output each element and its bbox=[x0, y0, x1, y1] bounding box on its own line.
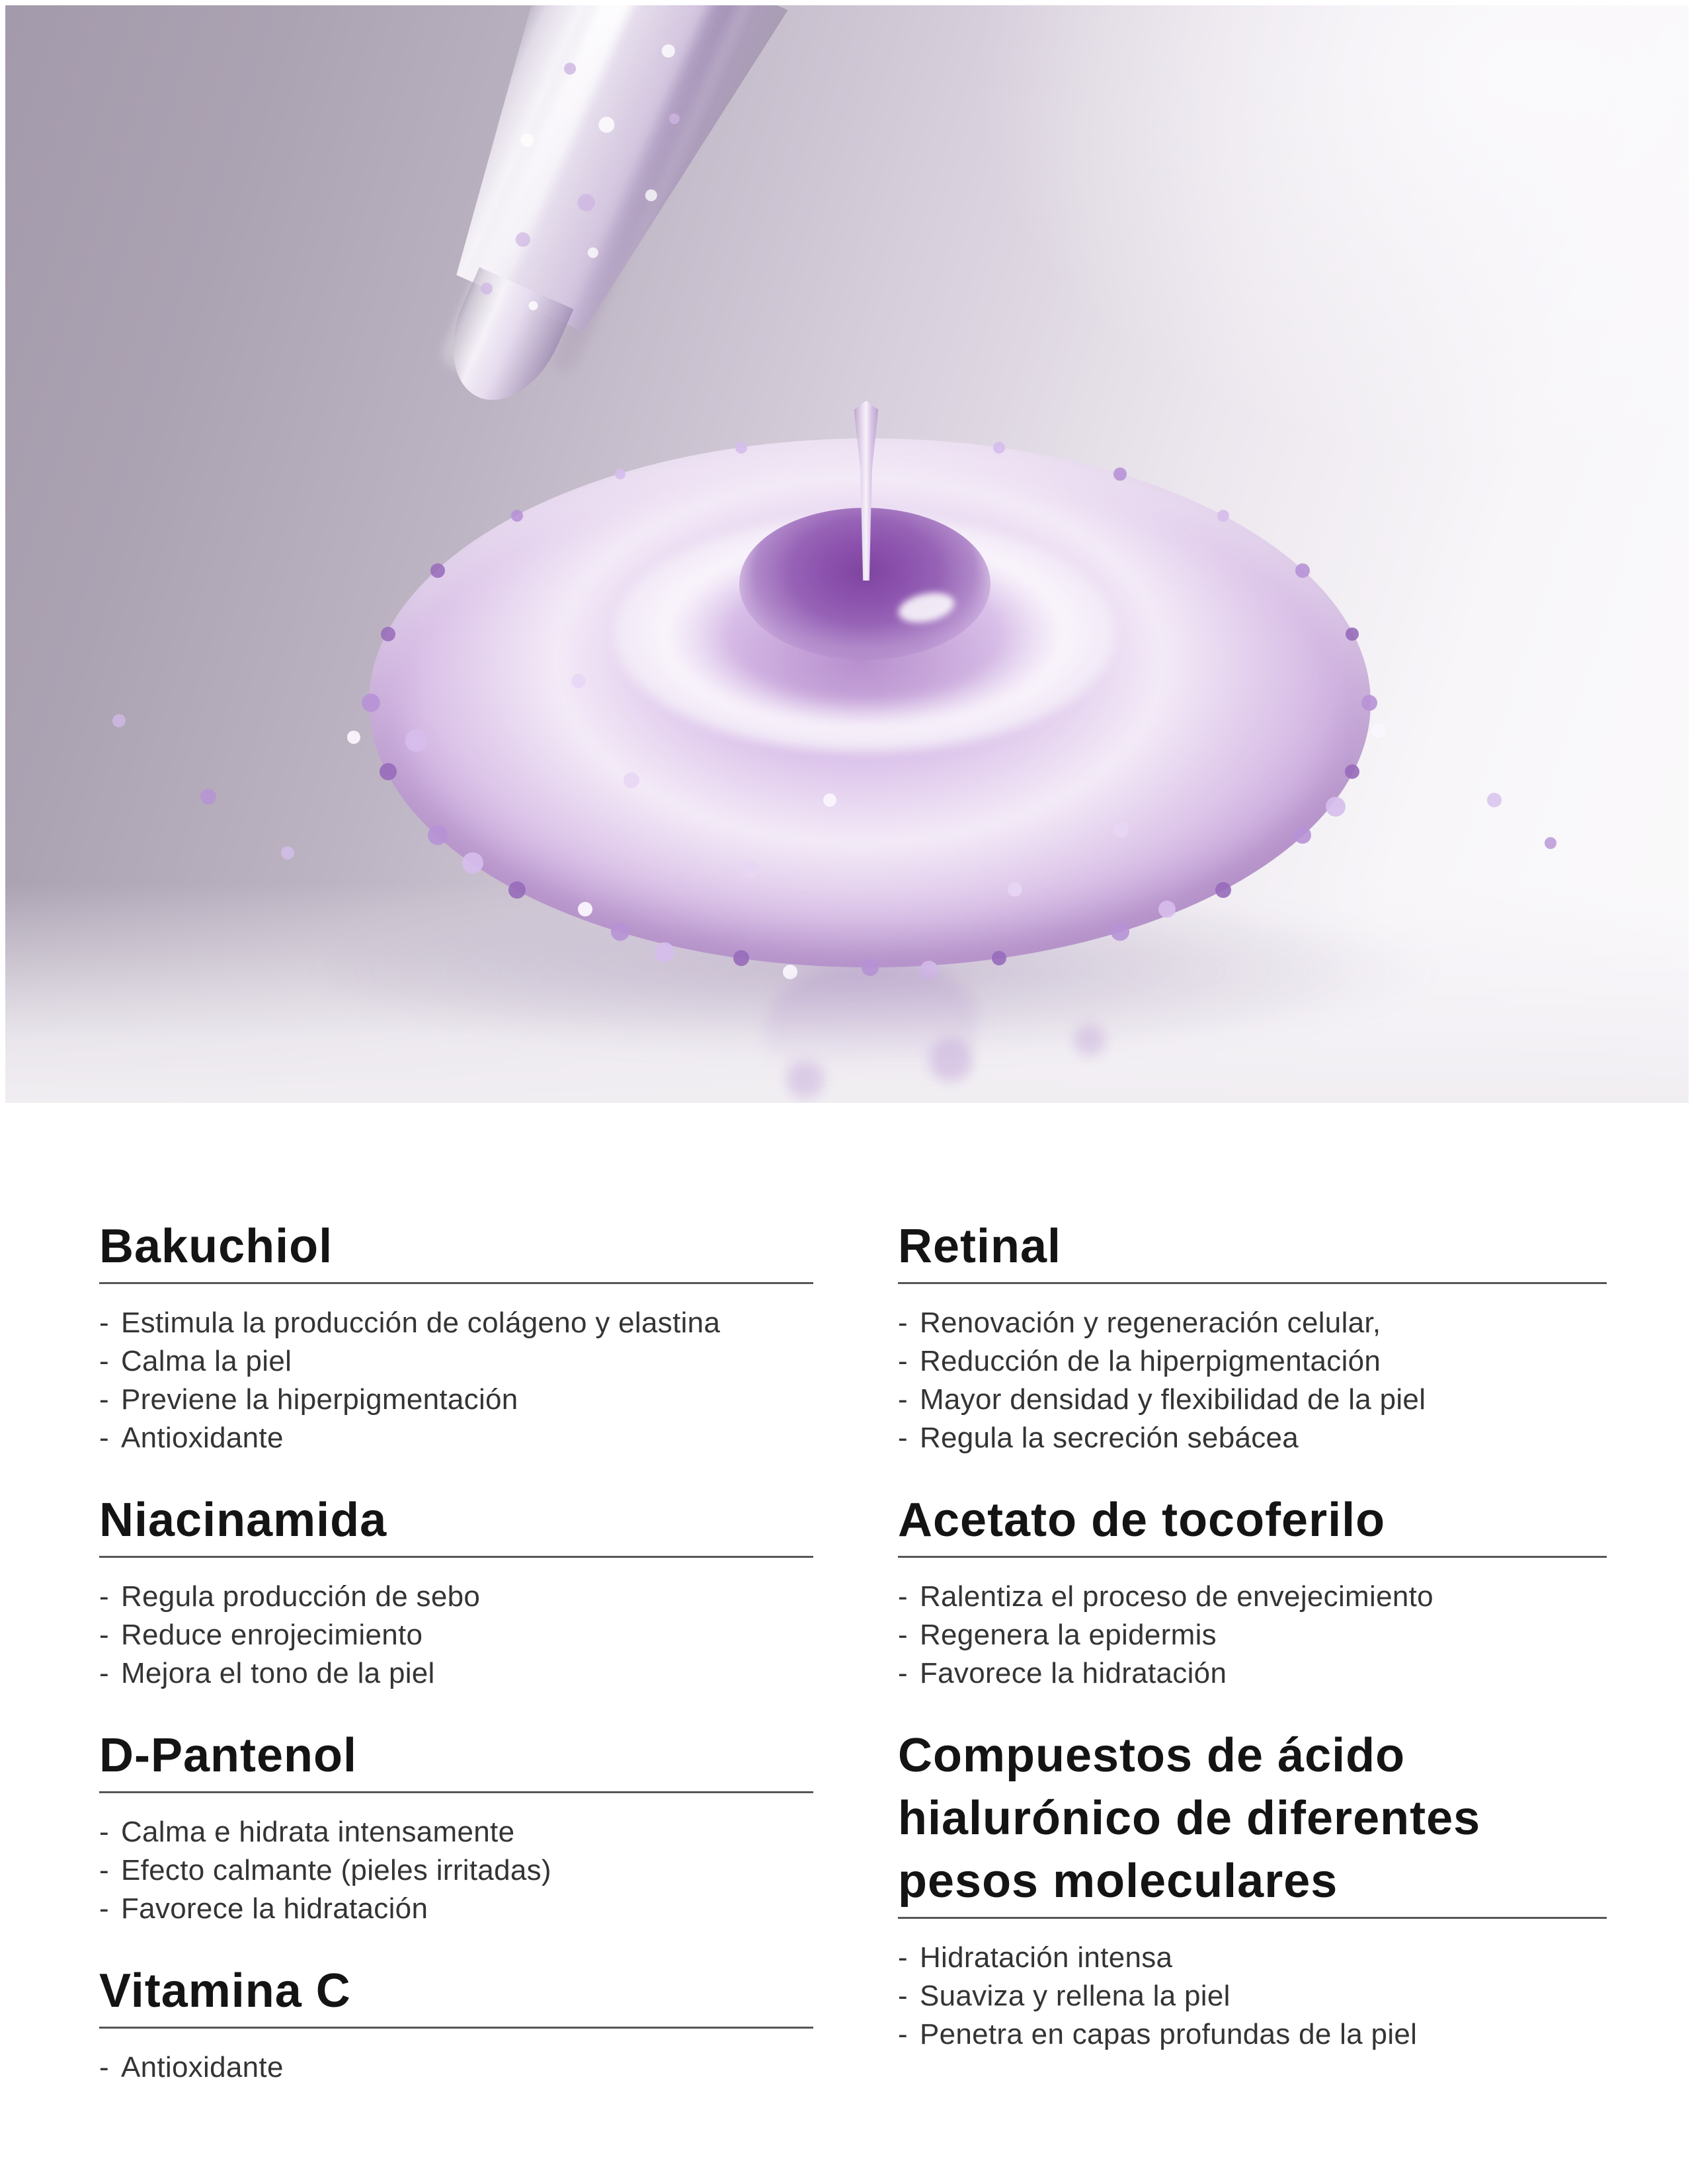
bullet-dash: - bbox=[99, 1422, 109, 1454]
hero-photo bbox=[5, 5, 1689, 1103]
benefit-text: Renovación y regeneración celular, bbox=[919, 1307, 1381, 1339]
bullet-dash: - bbox=[99, 2051, 109, 2083]
benefit-text: Reduce enrojecimiento bbox=[120, 1619, 423, 1651]
ingredient-section bbox=[99, 1215, 813, 1457]
benefit-item bbox=[898, 1654, 1607, 1693]
benefit-item bbox=[898, 1381, 1607, 1419]
bullet-dash: - bbox=[898, 1619, 908, 1651]
bullet-dash: - bbox=[99, 1854, 109, 1886]
ingredient-section bbox=[99, 1489, 813, 1693]
ingredients-column-right bbox=[898, 1215, 1607, 2119]
benefit-text: Reducción de la hiperpigmentación bbox=[919, 1345, 1381, 1377]
benefit-text: Regula producción de sebo bbox=[120, 1580, 481, 1613]
benefit-item bbox=[898, 1342, 1607, 1381]
benefit-item bbox=[898, 2015, 1607, 2054]
benefit-text: Penetra en capas profundas de la piel bbox=[919, 2018, 1418, 2050]
ingredient-heading: Bakuchiol bbox=[99, 1215, 813, 1284]
benefit-item bbox=[99, 1304, 813, 1342]
benefit-list bbox=[99, 1304, 813, 1457]
benefit-item bbox=[99, 1616, 813, 1654]
benefit-item bbox=[898, 1616, 1607, 1654]
benefit-item bbox=[898, 1419, 1607, 1457]
bullet-dash: - bbox=[99, 1345, 109, 1377]
ingredient-heading: Retinal bbox=[898, 1215, 1607, 1284]
bullet-dash: - bbox=[99, 1580, 109, 1613]
ingredient-heading: Compuestos de ácido hialurónico de diferentes pesos moleculares bbox=[898, 1724, 1607, 1919]
bullet-dash: - bbox=[898, 1657, 908, 1689]
benefit-text: Previene la hiperpigmentación bbox=[120, 1383, 518, 1416]
benefit-text: Favorece la hidratación bbox=[919, 1657, 1227, 1689]
bullet-dash: - bbox=[898, 1580, 908, 1613]
benefit-item bbox=[99, 1419, 813, 1457]
ingredient-heading: D-Pantenol bbox=[99, 1724, 813, 1793]
benefit-item bbox=[898, 1939, 1607, 1977]
benefit-text: Suaviza y rellena la piel bbox=[919, 1980, 1230, 2012]
benefit-item bbox=[99, 1578, 813, 1616]
benefit-text: Antioxidante bbox=[120, 1422, 284, 1454]
bullet-dash: - bbox=[99, 1657, 109, 1689]
ingredients-column-left bbox=[99, 1215, 813, 2119]
benefit-text: Estimula la producción de colágeno y elastina bbox=[120, 1307, 721, 1339]
benefit-item bbox=[99, 1654, 813, 1693]
bullet-dash: - bbox=[99, 1892, 109, 1925]
benefit-item bbox=[99, 2048, 813, 2087]
benefit-text: Efecto calmante (pieles irritadas) bbox=[120, 1854, 551, 1886]
benefit-item bbox=[99, 1851, 813, 1890]
benefit-item bbox=[99, 1813, 813, 1851]
bullet-dash: - bbox=[99, 1383, 109, 1416]
benefit-item bbox=[99, 1342, 813, 1381]
ingredient-section bbox=[898, 1724, 1607, 2054]
benefit-text: Mejora el tono de la piel bbox=[120, 1657, 435, 1689]
bullet-dash: - bbox=[898, 1941, 908, 1974]
ingredient-section bbox=[898, 1215, 1607, 1457]
benefit-list bbox=[898, 1304, 1607, 1457]
benefit-item bbox=[898, 1304, 1607, 1342]
bullet-dash: - bbox=[898, 1383, 908, 1416]
benefit-item bbox=[898, 1578, 1607, 1616]
benefit-text: Mayor densidad y flexibilidad de la piel bbox=[919, 1383, 1426, 1416]
ingredient-section bbox=[99, 1960, 813, 2087]
ingredient-section bbox=[99, 1724, 813, 1928]
ingredient-section bbox=[898, 1489, 1607, 1693]
benefit-list bbox=[898, 1578, 1607, 1693]
bullet-dash: - bbox=[99, 1307, 109, 1339]
benefit-text: Antioxidante bbox=[120, 2051, 284, 2083]
benefit-item bbox=[99, 1381, 813, 1419]
bullet-dash: - bbox=[99, 1816, 109, 1848]
bullet-dash: - bbox=[898, 1307, 908, 1339]
bullet-dash: - bbox=[898, 1345, 908, 1377]
benefit-text: Favorece la hidratación bbox=[120, 1892, 428, 1925]
benefit-list bbox=[99, 1813, 813, 1928]
ingredient-heading: Vitamina C bbox=[99, 1960, 813, 2029]
benefit-list bbox=[99, 2048, 813, 2087]
benefit-item bbox=[898, 1977, 1607, 2015]
benefit-text: Ralentiza el proceso de envejecimiento bbox=[919, 1580, 1433, 1613]
bullet-dash: - bbox=[898, 2018, 908, 2050]
ingredient-heading: Acetato de tocoferilo bbox=[898, 1489, 1607, 1558]
bullet-dash: - bbox=[898, 1422, 908, 1454]
bullet-dash: - bbox=[898, 1980, 908, 2012]
bullet-dash: - bbox=[99, 1619, 109, 1651]
benefit-list bbox=[898, 1939, 1607, 2054]
benefit-text: Calma e hidrata intensamente bbox=[120, 1816, 515, 1848]
benefit-text: Hidratación intensa bbox=[919, 1941, 1173, 1974]
benefit-text: Regula la secreción sebácea bbox=[919, 1422, 1299, 1454]
glass-dropper bbox=[351, 5, 787, 475]
benefit-item bbox=[99, 1890, 813, 1928]
ingredients-section bbox=[99, 1215, 1595, 2119]
benefit-text: Regenera la epidermis bbox=[919, 1619, 1217, 1651]
foreground-bubbles bbox=[5, 5, 19, 19]
benefit-text: Calma la piel bbox=[120, 1345, 292, 1377]
ingredient-heading: Niacinamida bbox=[99, 1489, 813, 1558]
benefit-list bbox=[99, 1578, 813, 1693]
